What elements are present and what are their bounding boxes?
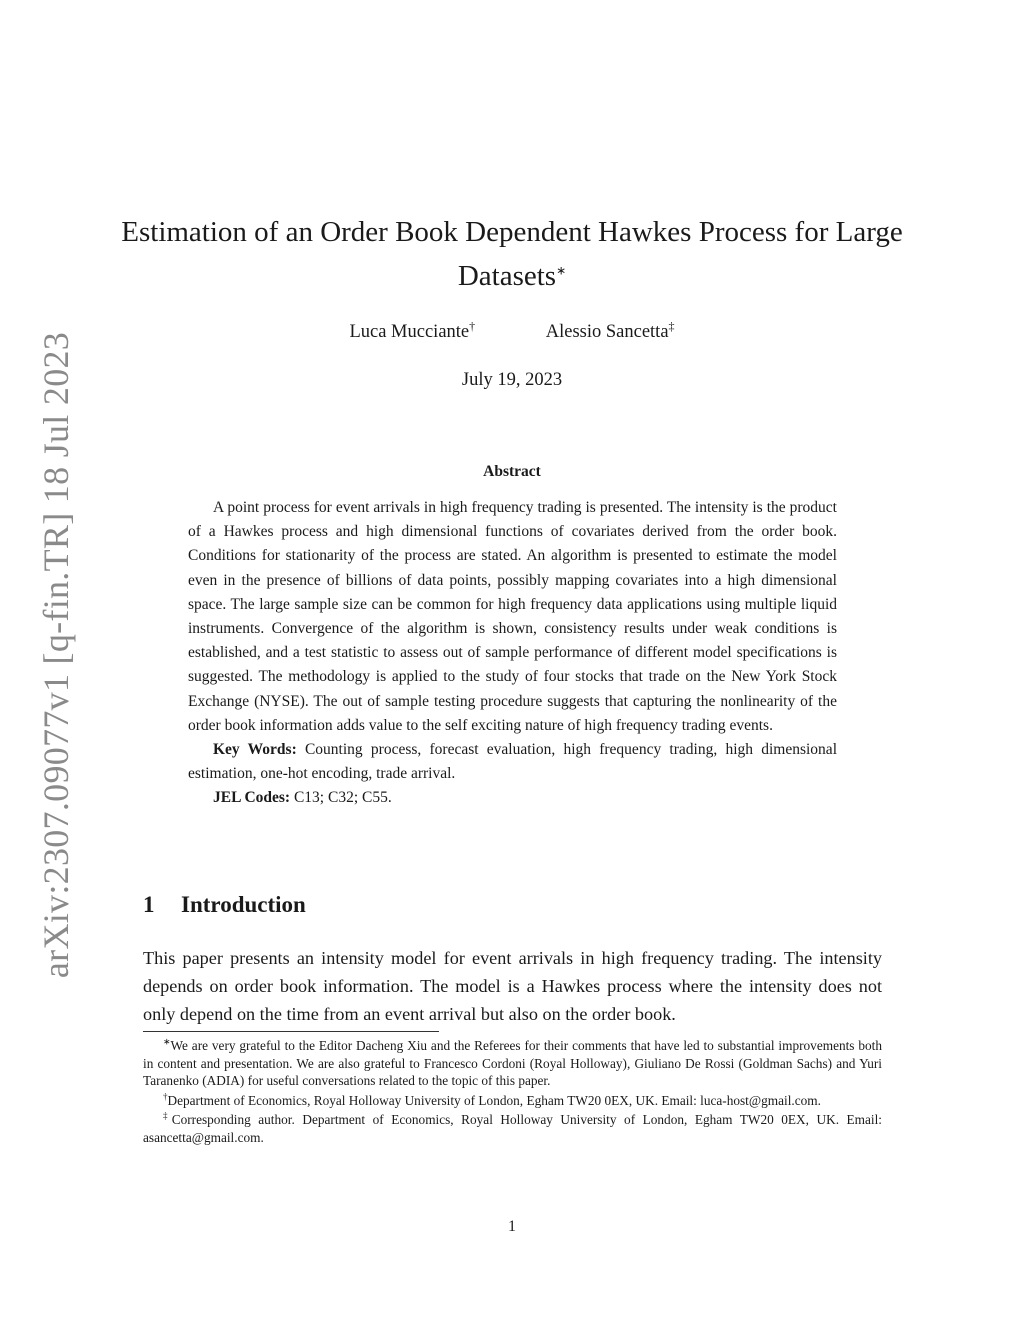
author-1-footnote-mark[interactable]: † <box>469 318 476 333</box>
section-heading-introduction <box>143 892 306 918</box>
arxiv-identifier-stamp: arXiv:2307.09077v1 [q-fin.TR] 18 Jul 2023 <box>36 331 76 979</box>
introduction-paragraph: This paper presents an intensity model for event arrivals in high frequency trading. The intensity depends on order book information. The model is a Hawkes process where the intensity does not only depend on the time from an event arrival but also on the order book. <box>143 948 882 1025</box>
abstract-text: A point process for event arrivals in high frequency trading is presented. The intensity is the product of a Hawkes process and high dimensional functions of covariates derived from the order book. Conditions for stationarity of the process are stated. An algorithm is presented to estimate the model even in the presence of billions of data points, possibly mapping covariates into a high dimensional space. The large sample size can be common for high frequency data applications using multiple liquid instruments. Convergence of the algorithm is shown, consistency results under weak conditions is established, and a test statistic to assess out of sample performance of different model specifications is suggested. The methodology is applied to the study of four stocks that trade on the New York Stock Exchange (NYSE). The out of sample testing procedure suggests that capturing the nonlinearity of the order book information adds value to the self exciting nature of high frequency trading events. <box>188 499 837 734</box>
footnote-1 <box>143 1037 882 1090</box>
footnote-2-text: Department of Economics, Royal Holloway University of London, Egham TW20 0EX, UK. Email: luca-host@gmail.com. <box>167 1092 821 1108</box>
page-number: 1 <box>508 1218 516 1235</box>
footnote-divider <box>143 1031 439 1032</box>
jel-codes: C13; C32; C55. <box>293 789 392 807</box>
section-title: Introduction <box>181 892 306 917</box>
author-1-name: Luca Mucciante <box>349 322 470 342</box>
footnote-2-mark: † <box>163 1091 168 1102</box>
abstract-body <box>188 496 837 811</box>
keywords-label: Key Words: <box>213 741 297 759</box>
title-footnote-mark[interactable]: ∗ <box>556 263 567 278</box>
paper-title <box>120 210 904 298</box>
jel-label: JEL Codes: <box>213 789 291 807</box>
footnote-3 <box>143 1111 882 1146</box>
keywords-text: Counting process, forecast evaluation, high frequency trading, high dimensional estimation, one-hot encoding, trade arrival. <box>188 741 837 783</box>
paper-title-text: Estimation of an Order Book Dependent Hawkes Process for Large Datasets <box>121 216 903 292</box>
paper-date: July 19, 2023 <box>461 370 563 390</box>
footnote-2 <box>143 1092 882 1110</box>
section-number: 1 <box>143 892 155 917</box>
abstract-heading: Abstract <box>483 463 541 480</box>
footnote-1-text: We are very grateful to the Editor Dacheng Xiu and the Referees for their comments that have led to substantial improvements both in content and presentation. We are also grateful to Francesco Cordoni (Royal Holloway), Giuliano De Rossi (Goldman Sachs) and Yuri Taranenko (ADIA) for useful conversations related to the topic of this paper. <box>143 1038 882 1088</box>
footnote-3-mark: ‡ <box>163 1110 172 1121</box>
author-list <box>0 318 1024 343</box>
footnote-3-text: Corresponding author. Department of Economics, Royal Holloway University of London, Egham TW20 0EX, UK. Email: asancetta@gmail.com. <box>143 1112 882 1145</box>
author-1 <box>349 318 476 343</box>
author-2-footnote-mark[interactable]: ‡ <box>668 318 675 333</box>
author-2-name: Alessio Sancetta <box>545 322 669 342</box>
keywords-line <box>188 738 837 786</box>
footnote-1-mark: ∗ <box>163 1036 171 1047</box>
author-2 <box>545 318 675 343</box>
jel-line <box>188 786 837 810</box>
footnotes <box>143 1037 882 1148</box>
